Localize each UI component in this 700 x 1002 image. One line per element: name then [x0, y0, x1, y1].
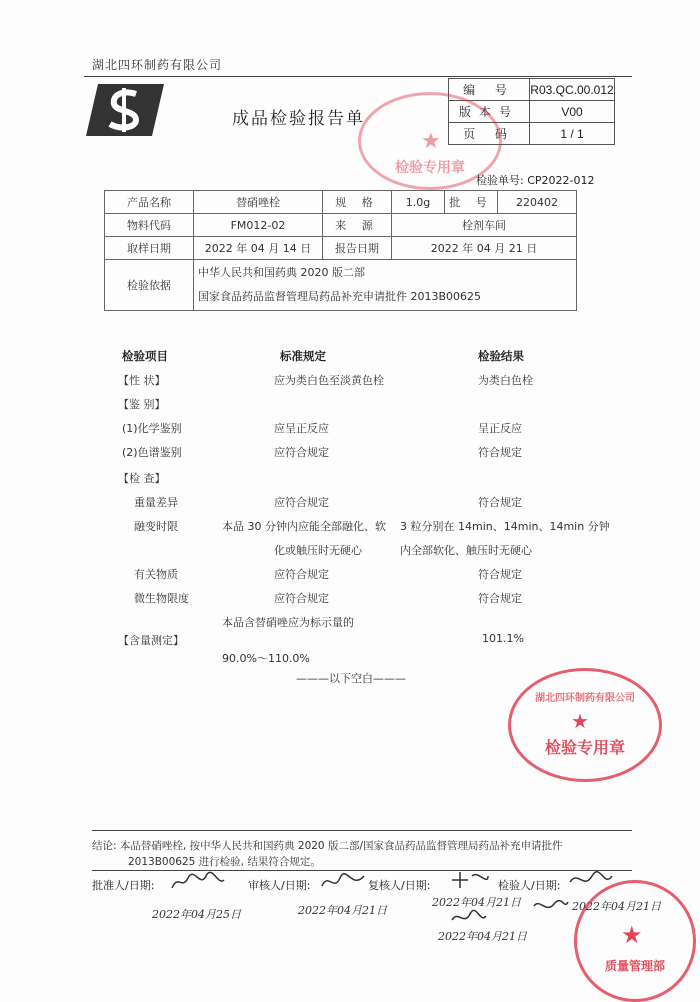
col-header-standard: 标准规定	[280, 349, 326, 363]
result-standard: 应呈正反应	[274, 422, 329, 435]
product-info-table	[104, 190, 577, 311]
recheck-date: 2022年04月21日	[432, 896, 521, 909]
info-value: 2022 年 04 月 21 日	[392, 237, 577, 260]
result-result: 3 粒分别在 14min、14min、14min 分钟	[400, 520, 610, 533]
result-item: 融变时限	[134, 520, 178, 533]
meta-label: 版本号	[449, 101, 530, 123]
result-result: 呈正反应	[478, 422, 522, 435]
rechecker-label: 复核人/日期:	[368, 879, 431, 892]
basis-line: 中华人民共和国药典 2020 版二部	[198, 266, 365, 279]
header-top-rule	[84, 76, 632, 77]
info-value: 220402	[498, 191, 577, 214]
approver-label: 批准人/日期:	[92, 879, 155, 892]
result-result: 内全部软化、触压时无硬心	[400, 544, 532, 557]
col-header-result: 检验结果	[478, 349, 524, 363]
reviewer-label: 审核人/日期:	[248, 879, 311, 892]
info-label: 检验依据	[105, 260, 194, 311]
info-label: 产品名称	[105, 191, 194, 214]
result-standard: 90.0%～110.0%	[222, 652, 310, 665]
inspection-basis	[194, 260, 577, 311]
result-standard: 应符合规定	[274, 496, 329, 509]
result-item: 【含量测定】	[118, 634, 184, 647]
conclusion-text: 结论: 本品替硝唑栓, 按中华人民共和国药典 2020 版二部/国家食品药品监督管理局药品补充申请批件	[92, 840, 563, 852]
report-number: 检验单号: CP2022-012	[476, 174, 595, 187]
result-item: 【性 状】	[118, 374, 166, 387]
handwritten-signature-reviewer	[318, 870, 368, 894]
info-label: 批 号	[445, 191, 498, 214]
company-logo	[84, 82, 166, 138]
stamp-label: 检验专用章	[544, 738, 625, 757]
result-item: (2)色谱鉴别	[122, 446, 182, 459]
col-header-item: 检验项目	[122, 349, 168, 363]
result-result: 为类白色栓	[478, 374, 533, 387]
meta-label: 编 号	[449, 79, 530, 101]
conclusion-text-cont: 2013B00625 进行检验, 结果符合规定。	[128, 856, 321, 868]
result-result: 符合规定	[478, 446, 522, 459]
info-label: 规 格	[323, 191, 392, 214]
end-of-content-mark: ———以下空白———	[296, 672, 406, 685]
info-value: FM012-02	[194, 214, 323, 237]
result-result: 符合规定	[478, 496, 522, 509]
result-item: 重量差异	[134, 496, 178, 509]
info-label: 物料代码	[105, 214, 194, 237]
inspect-date: 2022年04月21日	[572, 900, 661, 913]
handwritten-signature-inspector-2	[530, 896, 570, 916]
handwritten-signature-rechecker-2	[448, 908, 488, 928]
info-value: 栓剂车间	[392, 214, 577, 237]
info-value: 2022 年 04 月 14 日	[194, 237, 323, 260]
info-label: 取样日期	[105, 237, 194, 260]
result-result: 符合规定	[478, 592, 522, 605]
star-icon: ★	[571, 709, 589, 733]
meta-label: 页 码	[449, 123, 530, 145]
result-standard: 应符合规定	[274, 568, 329, 581]
result-result: 101.1%	[482, 632, 524, 645]
basis-line: 国家食品药品监督管理局药品补充申请批件 2013B00625	[198, 290, 482, 303]
result-standard: 应符合规定	[274, 592, 329, 605]
star-icon: ★	[421, 129, 441, 154]
result-item: 微生物限度	[134, 592, 189, 605]
stamp-label: 检验专用章	[395, 160, 465, 176]
result-standard: 本品 30 分钟内应能全部融化、软	[222, 520, 386, 533]
recheck-date-2: 2022年04月21日	[438, 930, 527, 943]
result-item: 有关物质	[134, 568, 178, 581]
result-standard: 化或触压时无硬心	[274, 544, 362, 557]
stamp-label: 质量管理部	[604, 959, 665, 973]
company-name: 湖北四环制药有限公司	[92, 58, 223, 72]
result-item: (1)化学鉴别	[122, 422, 182, 435]
result-standard: 应符合规定	[274, 446, 329, 459]
handwritten-signature-rechecker	[448, 868, 492, 892]
conclusion-top-rule	[92, 830, 632, 831]
result-item: 【检 查】	[118, 472, 166, 485]
info-value: 1.0g	[392, 191, 445, 214]
result-item: 【鉴 别】	[118, 398, 166, 411]
info-value: 替硝唑栓	[194, 191, 323, 214]
quality-dept-stamp	[574, 880, 696, 1002]
review-date: 2022年04月21日	[298, 904, 387, 917]
info-label: 报告日期	[323, 237, 392, 260]
info-label: 来 源	[323, 214, 392, 237]
meta-value: 1 / 1	[530, 123, 615, 145]
stamp-ring-text: 湖北四环制药有限公司	[535, 693, 635, 704]
result-standard: 应为类白色至淡黄色栓	[274, 374, 384, 387]
handwritten-signature-approver	[168, 870, 228, 894]
report-title: 成品检验报告单	[232, 109, 365, 129]
inspector-label: 检验人/日期:	[498, 879, 561, 892]
approval-date: 2022年04月25日	[152, 908, 241, 921]
result-result: 符合规定	[478, 568, 522, 581]
star-icon: ★	[621, 921, 643, 949]
result-standard: 本品含替硝唑应为标示量的	[222, 616, 354, 629]
inspection-stamp-company	[508, 668, 662, 782]
meta-value: V00	[530, 101, 615, 123]
meta-value: R03.QC.00.012	[530, 79, 615, 101]
